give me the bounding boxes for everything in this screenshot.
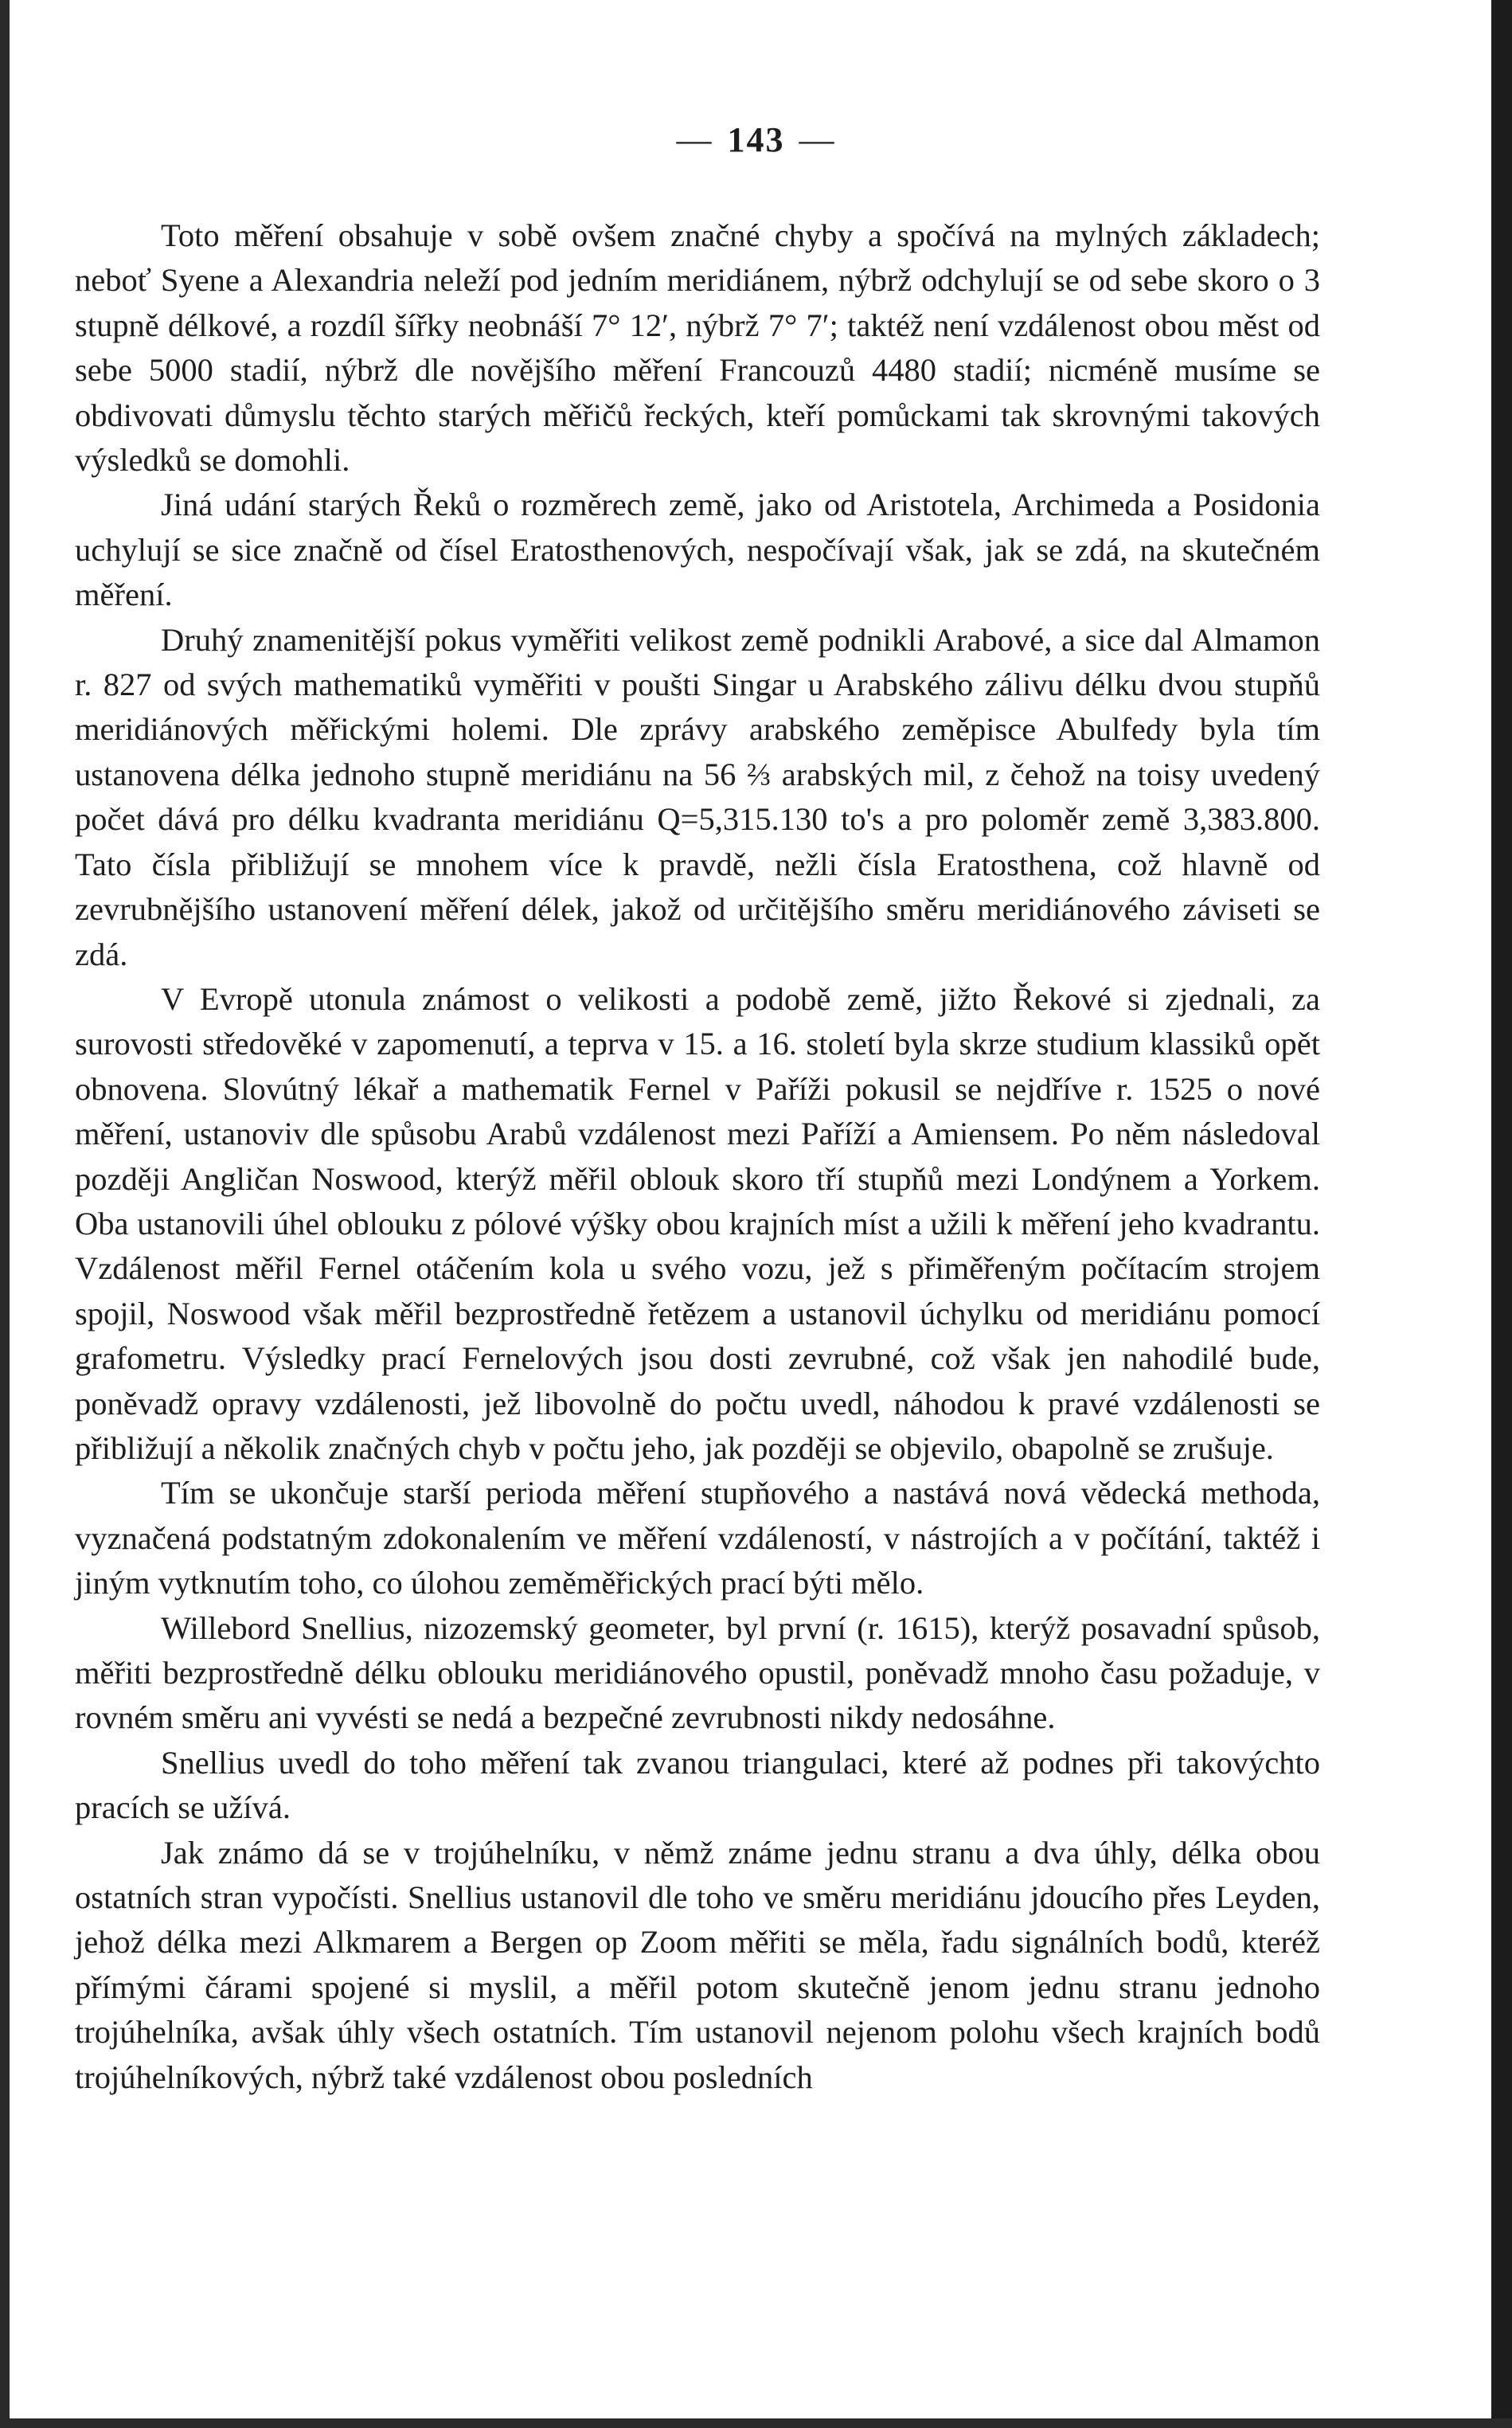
paragraph-1: Toto měření obsahuje v sobě ovšem značné chyby a spočívá na mylných základech; neboť Syene a Alexandria neleží pod jedním meridiánem, nýbrž odchylují se od sebe skoro o 3 stupně délkové, a rozdíl šířky neobnáší 7° 12′, nýbrž 7° 7′; taktéž není vzdálenost obou měst od sebe 5000 stadií, nýbrž dle novějšího měření Francouzů 4480 stadií; nicméně musíme se obdivovati důmyslu těchto starých měřičů řeckých, kteří pomůckami tak skrovnými takových výsledků se domohli. xyxy=(75,217,1320,479)
paragraph-4: V Evropě utonula známost o velikosti a podobě země, jižto Řekové si zjednali, za surovosti středověké v zapomenutí, a teprva v 15. a 16. století byla skrze studium klassiků opět obnovena. Slovútný lékař a mathematik Fernel v Paříži pokusil se nejdříve r. 1525 o nové měření, ustanoviv dle spůsobu Arabů vzdálenost mezi Paříží a Amiensem. Po něm následoval později Angličan Noswood, kterýž měřil oblouk skoro tří stupňů mezi Londýnem a Yorkem. Oba ustanovili úhel oblouku z pólové výšky obou krajních míst a užili k měření jeho kvadrantu. Vzdálenost měřil Fernel otáčením kola u svého vozu, jež s přiměřeným počítacím strojem spojil, Noswood však měřil bezprostředně řetězem a ustanovil úchylku od meridiánu pomocí grafometru. Výsledky prací Fernelových jsou dosti zevrubné, což však jen nahodilé bude, poněvadž opravy vzdálenosti, jež libovolně do počtu uvedl, náhodou k pravé vzdálenosti se přibližují a několik značných chyb v počtu jeho, jak později se objevilo, obapolně se zrušuje. xyxy=(75,980,1320,1466)
scan-border-bottom xyxy=(0,2418,1512,2428)
paragraph-2: Jiná udání starých Řeků o rozměrech země, jako od Aristotela, Archimeda a Posidonia uchylují se sice značně od čísel Eratosthenových, nespočívají však, jak se zdá, na skutečném měření. xyxy=(75,487,1320,613)
header-dash-left: — xyxy=(676,120,713,159)
header-dash-right: — xyxy=(799,120,836,159)
page-number: 143 xyxy=(727,120,785,159)
scan-border-right xyxy=(1491,0,1512,2428)
paragraph-3: Druhý znamenitější pokus vyměřiti velikost země podnikli Arabové, a sice dal Almamon r. 827 od svých mathematiků vyměřiti v poušti Singar u Arabského zálivu délku dvou stupňů meridiánových měřickými holemi. Dle zprávy arabského zeměpisce Abulfedy byla tím ustanovena délka jednoho stupně meridiánu na 56 ⅔ arabských mil, z čehož na toisy uvedený počet dává pro délku kvadranta meridiánu Q=5,315.130 to's a pro poloměr země 3,383.800. Tato čísla přibližují se mnohem více k pravdě, nežli čísla Eratosthena, což hlavně od zevrubnějšího ustanovení měření délek, jakož od určitějšího směru meridiánového záviseti se zdá. xyxy=(75,621,1320,972)
paragraph-6: Willebord Snellius, nizozemský geometer, byl první (r. 1615), kterýž posavadní spůsob, měřiti bezprostředně délku oblouku meridiánového opustil, poněvadž mnoho času požaduje, v rovném směru ani vyvésti se nedá a bezpečné zevrubnosti nikdy nedosáhne. xyxy=(75,1609,1320,1736)
paragraph-8: Jak známo dá se v trojúhelníku, v němž známe jednu stranu a dva úhly, délka obou ostatních stran vypočísti. Snellius ustanovil dle toho ve směru meridiánu jdoucího přes Leyden, jehož délka mezi Alkmarem a Bergen op Zoom měřiti se měla, řadu signálních bodů, kteréž přímými čárami spojené si myslil, a měřil potom skutečně jenom jednu stranu jednoho trojúhelníka, avšak úhly všech ostatních. Tím ustanovil nejenom polohu všech krajních bodů trojúhelníkových, nýbrž také vzdálenost obou posledních xyxy=(75,1834,1320,2095)
page-header xyxy=(0,119,1512,160)
scan-border-left xyxy=(0,0,10,2428)
paragraph-7: Snellius uvedl do toho měření tak zvanou triangulaci, které až podnes při takovýchto pracích se užívá. xyxy=(75,1744,1320,1826)
body-text xyxy=(75,213,1320,2100)
paragraph-5: Tím se ukončuje starší perioda měření stupňového a nastává nová vědecká methoda, vyznačená podstatným zdokonalením ve měření vzdáleností, v nástrojích a v počítání, taktéž i jiným vytknutím toho, co úlohou zeměměřických prací býti mělo. xyxy=(75,1475,1320,1601)
